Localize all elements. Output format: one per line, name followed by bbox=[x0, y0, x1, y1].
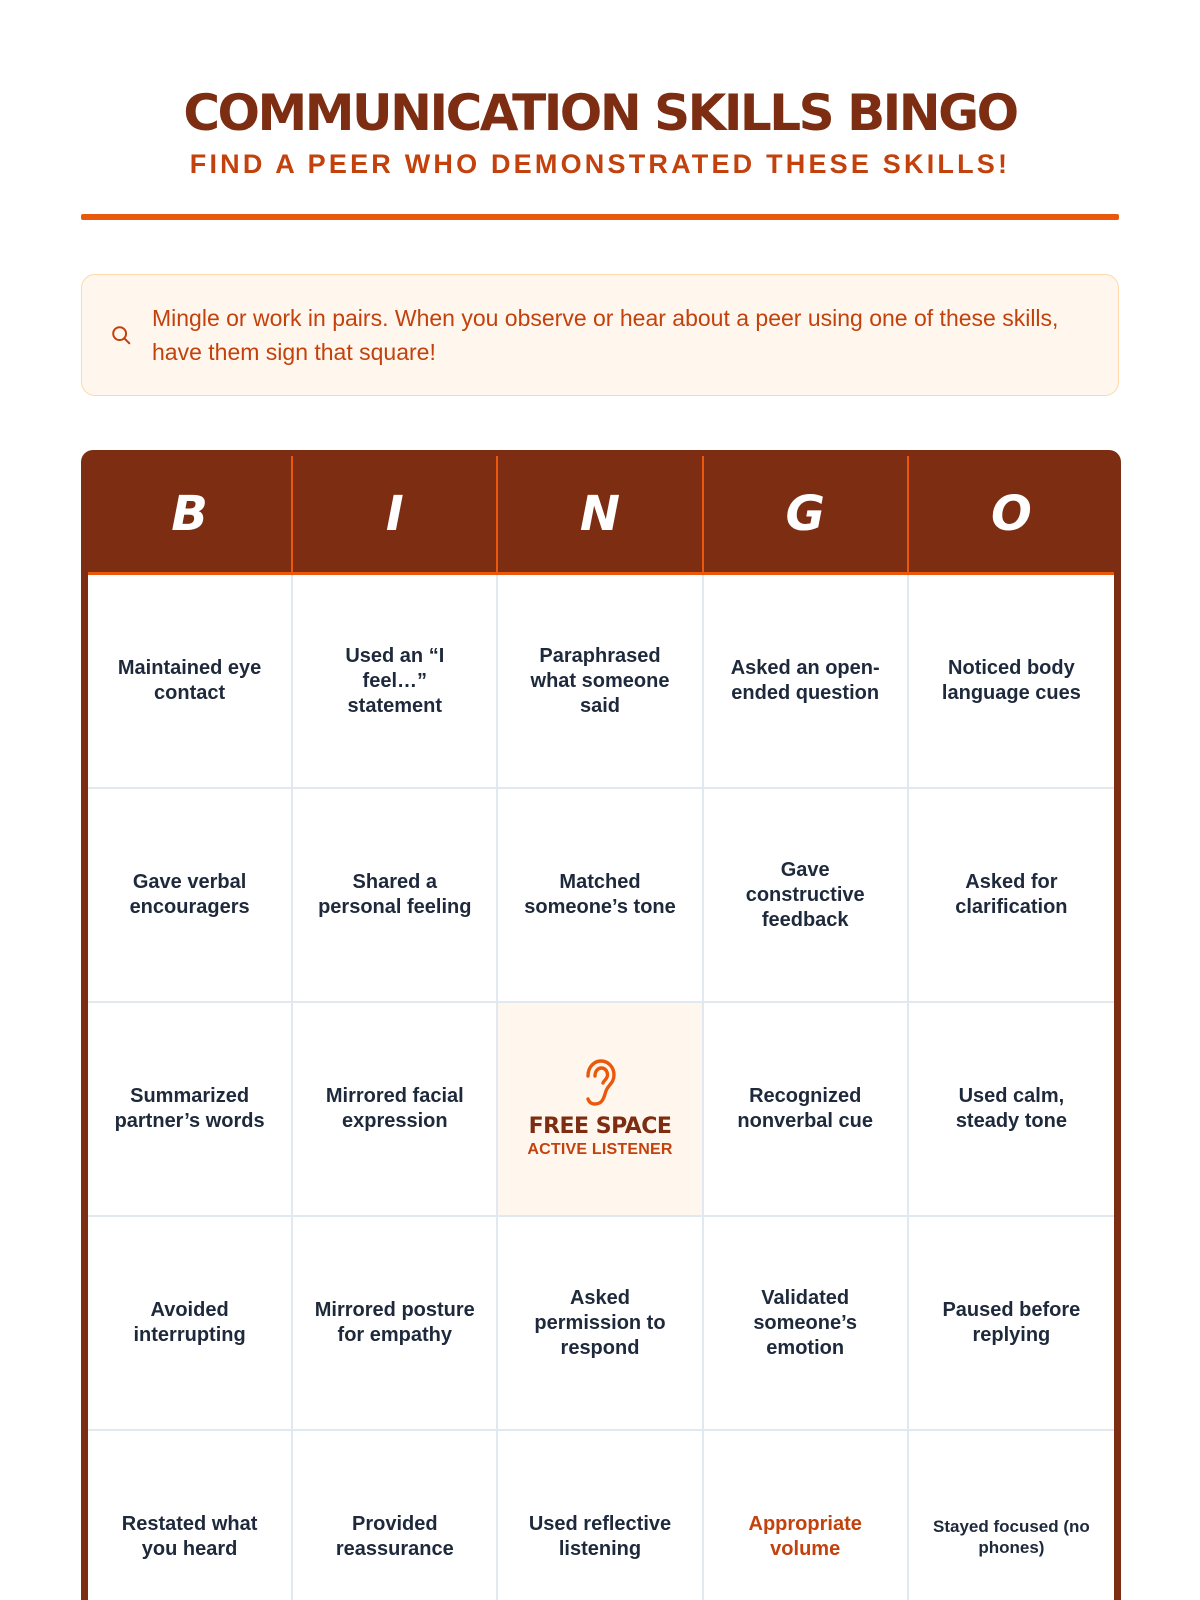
search-icon bbox=[110, 324, 132, 346]
bingo-square[interactable]: Provided reassurance bbox=[293, 1431, 498, 1600]
bingo-square[interactable]: Asked for clarification bbox=[909, 789, 1114, 1003]
bingo-square[interactable]: Appropriate volume bbox=[704, 1431, 909, 1600]
column-header-i: I bbox=[293, 456, 498, 572]
instructions-text: Mingle or work in pairs. When you observe or hear about a peer using one of these skills, have them sign that square! bbox=[152, 305, 1059, 365]
bingo-square[interactable]: Gave constructive feedback bbox=[704, 789, 909, 1003]
bingo-square[interactable]: Restated what you heard bbox=[88, 1431, 293, 1600]
free-space-label: FREE SPACE bbox=[528, 1114, 672, 1139]
bingo-square[interactable]: Mirrored posture for empathy bbox=[293, 1217, 498, 1431]
free-space-square bbox=[498, 1003, 703, 1217]
column-header-b: B bbox=[88, 456, 293, 572]
column-header-o: O bbox=[990, 486, 1032, 542]
ear-icon bbox=[582, 1058, 618, 1110]
column-header-n: N bbox=[498, 456, 703, 572]
bingo-square[interactable]: Used calm, steady tone bbox=[909, 1003, 1114, 1217]
instructions-panel bbox=[81, 274, 1119, 396]
bingo-square[interactable]: Validated someone’s emotion bbox=[704, 1217, 909, 1431]
page-title: COMMUNICATION SKILLS BINGO bbox=[183, 84, 1017, 142]
bingo-square[interactable]: Paused before replying bbox=[909, 1217, 1114, 1431]
title-divider bbox=[81, 214, 1119, 220]
bingo-square[interactable]: Maintained eye contact bbox=[88, 575, 293, 789]
column-header-g: G bbox=[704, 456, 909, 572]
bingo-square[interactable]: Used reflective listening bbox=[498, 1431, 703, 1600]
free-space-sublabel: ACTIVE LISTENER bbox=[527, 1141, 673, 1158]
bingo-square[interactable]: Summarized partner’s words bbox=[88, 1003, 293, 1217]
bingo-square[interactable]: Used an “I feel…” statement bbox=[293, 575, 498, 789]
bingo-square[interactable]: Shared a personal feeling bbox=[293, 789, 498, 1003]
bingo-square[interactable]: Asked permission to respond bbox=[498, 1217, 703, 1431]
bingo-grid bbox=[88, 572, 1114, 1600]
bingo-square[interactable]: Asked an open-ended question bbox=[704, 575, 909, 789]
bingo-board bbox=[81, 450, 1121, 1600]
bingo-square[interactable]: Mirrored facial expression bbox=[293, 1003, 498, 1217]
page-subtitle: FIND A PEER WHO DEMONSTRATED THESE SKILLS! bbox=[189, 149, 1011, 179]
bingo-square[interactable]: Recognized nonverbal cue bbox=[704, 1003, 909, 1217]
bingo-header-row bbox=[88, 456, 1114, 572]
bingo-square[interactable]: Paraphrased what someone said bbox=[498, 575, 703, 789]
bingo-square[interactable]: Gave verbal encouragers bbox=[88, 789, 293, 1003]
bingo-page bbox=[0, 82, 1200, 1600]
bingo-square[interactable]: Noticed body language cues bbox=[909, 575, 1114, 789]
bingo-square[interactable]: Matched someone’s tone bbox=[498, 789, 703, 1003]
bingo-square[interactable]: Stayed focused (no phones) bbox=[909, 1431, 1114, 1600]
bingo-square[interactable]: Avoided interrupting bbox=[88, 1217, 293, 1431]
